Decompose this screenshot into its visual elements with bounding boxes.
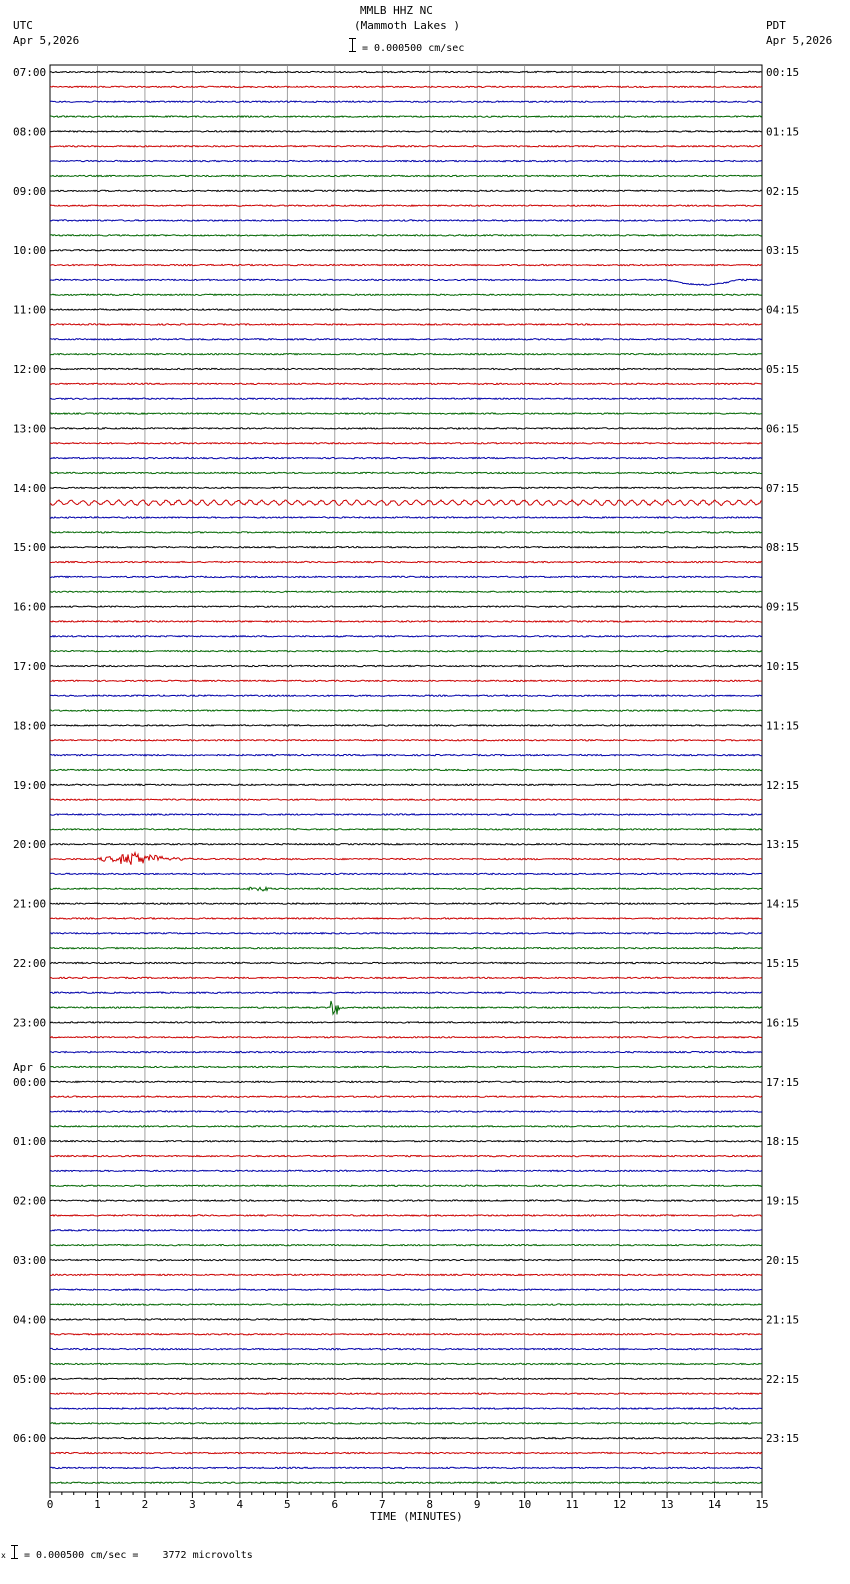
trace-line [50,1037,762,1038]
trace-line [50,948,762,949]
pdt-hour-label: 14:15 [766,897,800,911]
trace-line [50,665,762,666]
trace-line [50,1274,762,1275]
pdt-hour-label: 15:15 [766,957,800,970]
trace-line [50,918,762,919]
pdt-hour-label: 01:15 [766,125,800,139]
trace-line [50,383,762,384]
trace-line [50,561,762,562]
trace-line [50,829,762,830]
x-tick-label: 9 [473,1498,481,1511]
x-tick-label: 2 [141,1498,149,1511]
pdt-label: PDT [766,19,786,32]
utc-hour-label: 09:00 [13,184,47,198]
trace-line [50,413,762,414]
utc-hour-label: 15:00 [13,541,47,555]
trace-line [50,977,762,978]
trace-line [50,339,762,340]
footer-prefix: x [1,1551,6,1560]
pdt-hour-label: 12:15 [766,778,800,792]
pdt-hour-label: 19:15 [766,1194,800,1208]
trace-line [50,695,762,696]
pdt-hour-label: 20:15 [766,1254,800,1267]
trace-line [50,1482,762,1483]
x-axis [47,1492,769,1511]
trace-line [50,264,762,265]
trace-line [50,428,762,429]
trace-line [50,814,762,815]
trace-line [50,606,762,607]
pdt-hour-label: 17:15 [766,1075,800,1089]
station-title: MMLB HHZ NC [360,4,433,17]
utc-hour-label: 23:00 [13,1016,47,1030]
trace-line [50,887,762,891]
trace-line [50,576,762,577]
trace-line [50,354,762,355]
trace-line [50,621,762,622]
x-tick-label: 8 [426,1498,434,1511]
trace-line [50,443,762,444]
pdt-hour-label: 03:15 [766,244,800,258]
trace-line [50,1363,762,1364]
x-tick-label: 1 [94,1498,101,1511]
trace-line [50,1081,762,1082]
pdt-hour-label: 05:15 [766,363,800,376]
trace-line [50,740,762,741]
trace-line [50,992,762,993]
utc-hour-label: 06:00 [13,1432,47,1446]
trace-line [50,1334,762,1335]
trace-line [50,710,762,711]
trace-line [50,1200,762,1201]
trace-line [50,1215,762,1216]
utc-date: Apr 5,2026 [13,34,80,47]
trace-group [50,71,762,1483]
x-tick-label: 6 [331,1498,339,1511]
trace-line [50,175,762,176]
utc-hour-label: 16:00 [13,600,47,614]
trace-line [50,190,762,191]
trace-line [50,1170,762,1171]
trace-line [50,500,762,506]
trace-line [50,1393,762,1394]
trace-line [50,1185,762,1186]
x-tick-label: 10 [518,1498,532,1511]
trace-line [50,844,762,845]
trace-line [50,324,762,325]
footer-scale-icon [14,1545,15,1559]
trace-line [50,131,762,132]
utc-hour-label: 14:00 [13,481,47,495]
trace-line [50,457,762,458]
x-tick-label: 11 [565,1498,579,1511]
x-tick-label: 3 [189,1498,196,1511]
pdt-hour-label: 22:15 [766,1372,800,1386]
trace-line [50,1022,762,1023]
x-tick-label: 15 [755,1498,769,1511]
date-change-label: Apr 6 [13,1061,47,1074]
location-subtitle: (Mammoth Lakes ) [354,19,460,32]
utc-hour-label: 02:00 [13,1194,47,1208]
trace-line [50,517,762,518]
pdt-hour-label: 06:15 [766,422,800,436]
utc-hour-label: 17:00 [13,660,47,673]
trace-line [50,769,762,770]
trace-line [50,853,762,865]
trace-line [50,1230,762,1231]
utc-hour-label: 03:00 [13,1254,47,1267]
utc-hour-label: 11:00 [13,303,47,317]
pdt-hour-label: 23:15 [766,1432,800,1446]
trace-line [50,235,762,236]
x-tick-label: 13 [660,1498,674,1511]
pdt-hour-label: 07:15 [766,481,800,495]
trace-line [50,784,762,785]
x-tick-label: 4 [236,1498,244,1511]
trace-line [50,754,762,755]
utc-hour-label: 05:00 [13,1372,47,1386]
trace-line [50,368,762,369]
pdt-hour-label: 11:15 [766,719,800,733]
x-tick-label: 0 [46,1498,54,1511]
x-tick-label: 5 [284,1498,291,1511]
pdt-hour-label: 13:15 [766,838,800,852]
trace-line [50,799,762,800]
x-tick-label: 14 [707,1498,722,1511]
utc-hour-label: 22:00 [13,957,47,970]
trace-line [50,1304,762,1305]
trace-line [50,1467,762,1468]
scale-text: = 0.000500 cm/sec [362,43,465,54]
trace-line [50,1111,762,1112]
pdt-hour-label: 02:15 [766,184,800,198]
trace-line [50,1438,762,1439]
utc-hour-label: 13:00 [13,422,47,436]
pdt-hour-label: 21:15 [766,1313,800,1327]
trace-line [50,1155,762,1156]
trace-line [50,1051,762,1052]
trace-line [50,547,762,548]
utc-hour-label: 18:00 [13,719,47,733]
pdt-hour-label: 18:15 [766,1135,800,1149]
x-tick-label: 7 [378,1498,386,1511]
trace-line [50,532,762,533]
trace-line [50,1096,762,1097]
trace-line [50,1245,762,1246]
trace-line [50,220,762,221]
utc-hour-label: 10:00 [13,244,47,258]
utc-hour-label: 19:00 [13,778,47,792]
trace-line [50,1066,762,1067]
utc-hour-label: 21:00 [13,897,47,911]
trace-line [50,651,762,652]
trace-line [50,1126,762,1127]
pdt-hour-label: 08:15 [766,541,800,555]
footer-scale-cap-bottom [11,1558,18,1559]
utc-label: UTC [13,19,33,32]
trace-line [50,101,762,102]
trace-line [50,205,762,206]
x-tick-label: 12 [612,1498,627,1511]
trace-line [50,1378,762,1379]
utc-hour-label: 04:00 [13,1313,47,1327]
trace-line [50,962,762,963]
trace-line [50,1319,762,1320]
pdt-hour-label: 04:15 [766,303,800,317]
pdt-hour-label: 10:15 [766,660,800,673]
trace-line [50,487,762,488]
trace-line [50,279,762,285]
utc-hour-label: 00:00 [13,1075,47,1089]
trace-line [50,160,762,161]
utc-hour-label: 07:00 [13,66,47,79]
trace-line [50,250,762,251]
x-axis-title: TIME (MINUTES) [370,1510,463,1523]
trace-line [50,591,762,592]
trace-line [50,903,762,904]
pdt-hour-label: 00:15 [766,66,800,79]
trace-line [50,309,762,310]
utc-hour-label: 01:00 [13,1135,47,1149]
utc-hour-label: 08:00 [13,125,47,139]
trace-line [50,1141,762,1142]
trace-line [50,294,762,295]
trace-line [50,680,762,681]
trace-line [50,116,762,117]
pdt-hour-label: 16:15 [766,1016,800,1030]
trace-line [50,86,762,87]
trace-line [50,398,762,399]
trace-line [50,1452,762,1453]
trace-line [50,146,762,147]
trace-line [50,1348,762,1349]
trace-line [50,725,762,726]
pdt-hour-label: 09:15 [766,600,800,614]
footer-scale-text: = 0.000500 cm/sec = 3772 microvolts [24,1550,253,1561]
trace-line [50,1001,762,1015]
trace-line [50,71,762,72]
trace-line [50,1289,762,1290]
utc-hour-label: 20:00 [13,838,47,852]
trace-line [50,1259,762,1260]
trace-line [50,1423,762,1424]
trace-line [50,472,762,473]
utc-hour-label: 12:00 [13,363,47,376]
trace-line [50,873,762,874]
trace-line [50,1408,762,1409]
trace-line [50,636,762,637]
pdt-date: Apr 5,2026 [766,34,833,47]
footer-scale-cap-top [11,1545,18,1546]
trace-line [50,933,762,934]
